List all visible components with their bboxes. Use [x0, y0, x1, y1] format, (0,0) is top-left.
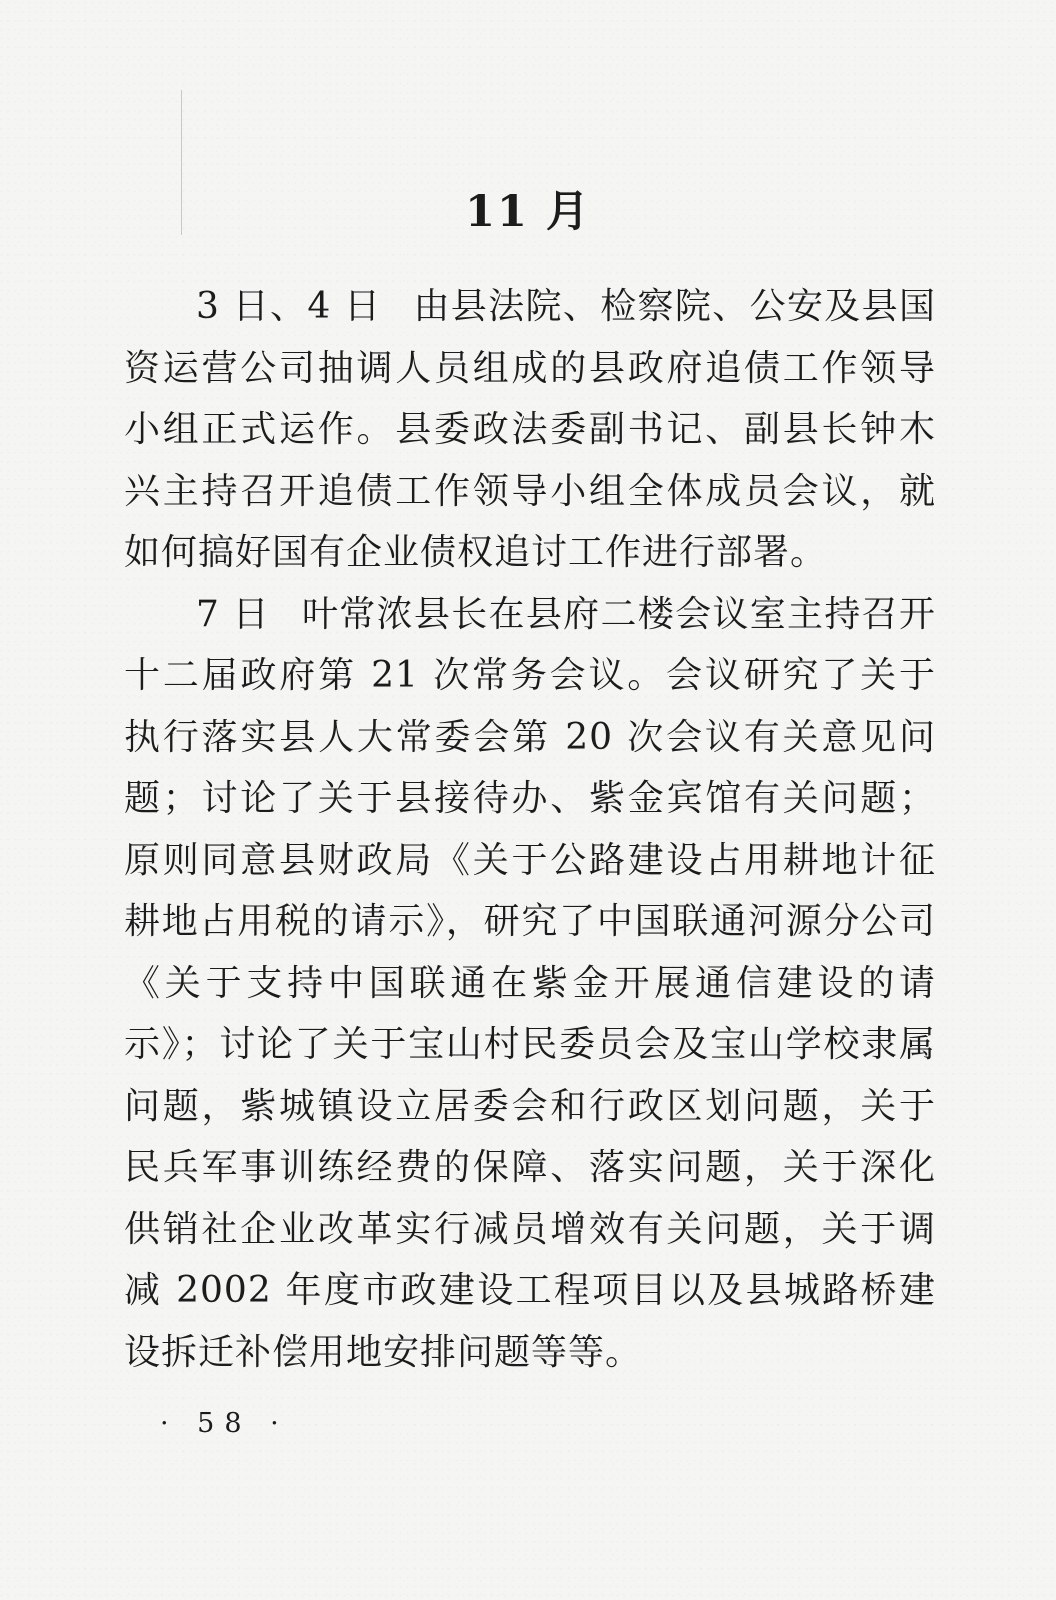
- chronicle-body: [124, 276, 936, 1383]
- chronicle-entry: [124, 584, 936, 1384]
- month-heading: 11 月: [465, 187, 591, 237]
- entry-text: 由县法院、检察院、公安及县国资运营公司抽调人员组成的县政府追债工作领导小组正式运作。县委政法委副书记、副县长钟木兴主持召开追债工作领导小组全体成员会议，就如何搞好国有企业债权追讨工作进行部署。: [124, 286, 936, 573]
- page-number: · 58 ·: [160, 1408, 289, 1439]
- entry-text: 叶常浓县长在县府二楼会议室主持召开十二届政府第 21 次常务会议。会议研究了关于执行落实县人大常委会第 20 次会议有关意见问题；讨论了关于县接待办、紫金宾馆有关问题；原则同意县财政局《关于公路建设占用耕地计征耕地占用税的请示》，研究了中国联通河源分公司《关于支持中国联通在紫金开展通信建设的请示》；讨论了关于宝山村民委员会及宝山学校隶属问题，紫城镇设立居委会和行政区划问题，关于民兵军事训练经费的保障、落实问题，关于深化供销社企业改革实行减员增效有关问题，关于调减 2002 年度市政建设工程项目以及县城路桥建设拆迁补偿用地安排问题等等。: [124, 593, 936, 1373]
- entry-date: 3 日、4 日: [196, 286, 382, 327]
- chronicle-entry: [124, 276, 936, 584]
- entry-date: 7 日: [196, 593, 270, 635]
